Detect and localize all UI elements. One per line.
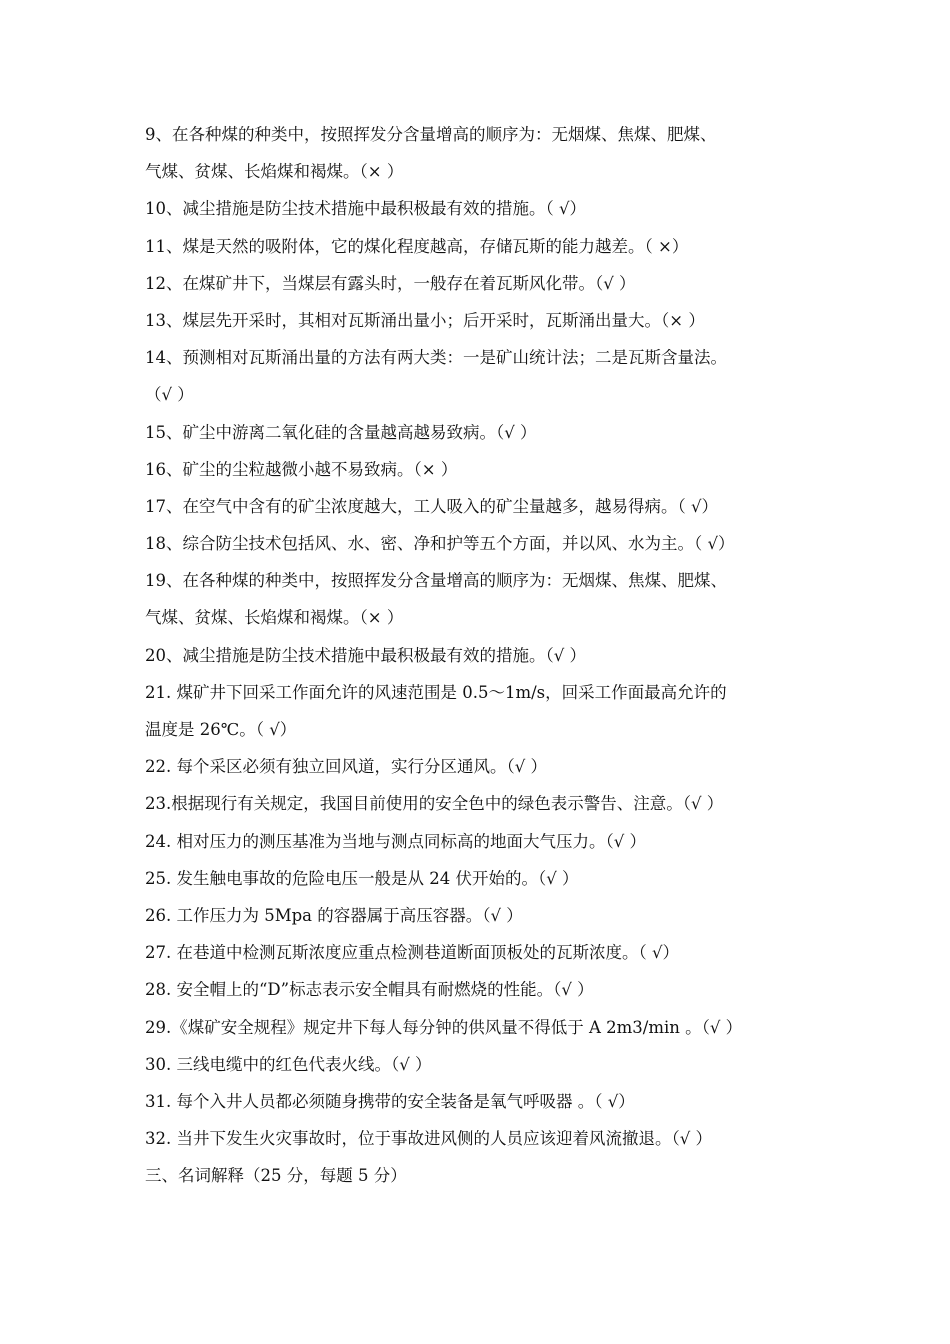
question-20: 20、减尘措施是防尘技术措施中最积极最有效的措施。（√ ） [145, 645, 587, 665]
question-27: 27. 在巷道中检测瓦斯浓度应重点检测巷道断面顶板处的瓦斯浓度。（ √） [145, 943, 679, 963]
question-31: 31. 每个入井人员都必须随身携带的安全装备是氧气呼吸器 。（ √） [145, 1091, 635, 1111]
question-30: 30. 三线电缆中的红色代表火线。（√ ） [145, 1054, 432, 1074]
question-26: 26. 工作压力为 5Mpa 的容器属于高压容器。（√ ） [145, 905, 523, 925]
question-17: 17、在空气中含有的矿尘浓度越大，工人吸入的矿尘量越多，越易得病。（ √） [145, 496, 719, 516]
question-11: 11、煤是天然的吸附体，它的煤化程度越高，存储瓦斯的能力越差。（ ×） [145, 236, 689, 256]
question-13: 13、煤层先开采时，其相对瓦斯涌出量小；后开采时，瓦斯涌出量大。（× ） [145, 310, 705, 330]
question-22: 22. 每个采区必须有独立回风道，实行分区通风。（√ ） [145, 757, 547, 777]
question-14-line-2: （√ ） [145, 385, 194, 405]
question-10: 10、减尘措施是防尘技术措施中最积极最有效的措施。（ √） [145, 199, 587, 219]
question-18: 18、综合防尘技术包括风、水、密、净和护等五个方面，并以风、水为主。（ √） [145, 534, 735, 554]
section-heading-3: 三、名词解释（25 分，每题 5 分） [145, 1166, 407, 1186]
question-24: 24. 相对压力的测压基准为当地与测点同标高的地面大气压力。（√ ） [145, 831, 646, 851]
question-21-line-2: 温度是 26℃。（ √） [145, 720, 297, 739]
question-15: 15、矿尘中游离二氧化硅的含量越高越易致病。（√ ） [145, 422, 537, 442]
question-19-line-2: 气煤、贫煤、长焰煤和褐煤。（× ） [145, 608, 404, 628]
question-9-line-1: 9、在各种煤的种类中，按照挥发分含量增高的顺序为：无烟煤、焦煤、肥煤、 [145, 125, 717, 144]
question-23: 23.根据现行有关规定，我国目前使用的安全色中的绿色表示警告、注意。（√ ） [145, 794, 724, 814]
question-9-line-2: 气煤、贫煤、长焰煤和褐煤。（× ） [145, 162, 404, 182]
question-14-line-1: 14、预测相对瓦斯涌出量的方法有两大类：一是矿山统计法；二是瓦斯含量法。 [145, 348, 727, 368]
question-16: 16、矿尘的尘粒越微小越不易致病。（× ） [145, 459, 458, 479]
question-32: 32. 当井下发生火灾事故时，位于事故进风侧的人员应该迎着风流撤退。（√ ） [145, 1129, 712, 1149]
page-content [145, 116, 810, 1194]
question-12: 12、在煤矿井下，当煤层有露头时，一般存在着瓦斯风化带。（√ ） [145, 273, 636, 293]
question-28: 28. 安全帽上的“D”标志表示安全帽具有耐燃烧的性能。（√ ） [145, 980, 594, 1000]
question-19-line-1: 19、在各种煤的种类中，按照挥发分含量增高的顺序为：无烟煤、焦煤、肥煤、 [145, 571, 727, 591]
question-29: 29.《煤矿安全规程》规定井下每人每分钟的供风量不得低于 A 2m3/min 。（√ ） [145, 1017, 743, 1037]
question-25: 25. 发生触电事故的危险电压一般是从 24 伏开始的。（√ ） [145, 868, 579, 888]
question-21-line-1: 21. 煤矿井下回采工作面允许的风速范围是 0.5～1m/s，回采工作面最高允许的 [145, 682, 727, 702]
